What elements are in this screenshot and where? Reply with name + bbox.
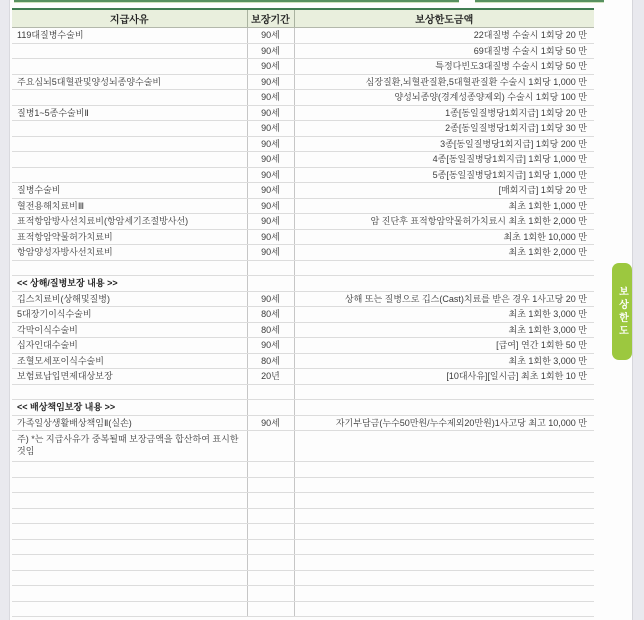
cell-limit-amount: 양성뇌종양(경계성종양제외) 수술시 1회당 100 만	[294, 90, 594, 106]
cell-payment-reason	[12, 555, 247, 571]
table-row-data	[12, 291, 594, 307]
cell-payment-reason	[12, 462, 247, 478]
cell-payment-reason: 표적항암방사선치료비(항암세기조절방사선)	[12, 214, 247, 230]
table-row-data	[12, 74, 594, 90]
cell-payment-reason	[12, 601, 247, 617]
table-row-data	[12, 245, 594, 261]
cell-payment-reason	[12, 570, 247, 586]
cell-limit-amount: 5종[동일질병당1회지급] 1회당 1,000 만	[294, 167, 594, 183]
cell-limit-amount	[294, 508, 594, 524]
cell-coverage-period	[247, 260, 294, 276]
col-header-payment-reason: 지급사유	[12, 9, 247, 28]
cell-payment-reason: 항암양성자방사선치료비	[12, 245, 247, 261]
cell-limit-amount: 69대질병 수술시 1회당 50 만	[294, 43, 594, 59]
table-row-data	[12, 369, 594, 385]
cell-payment-reason: << 상해/질병보장 내용 >>	[12, 276, 247, 292]
cell-payment-reason: 표적항암약물허가치료비	[12, 229, 247, 245]
table-header-row	[12, 9, 594, 28]
cell-coverage-period: 20년	[247, 369, 294, 385]
cell-payment-reason: 5대장기이식수술비	[12, 307, 247, 323]
cell-limit-amount: 4종[동일질병당1회지급] 1회당 1,000 만	[294, 152, 594, 168]
cell-limit-amount: 심장질환,뇌혈관질환,5대혈관질환 수술시 1회당 1,000 만	[294, 74, 594, 90]
cell-coverage-period	[247, 539, 294, 555]
table-row-data	[12, 59, 594, 75]
table-body	[12, 28, 594, 617]
table-row-data	[12, 198, 594, 214]
cell-limit-amount	[294, 462, 594, 478]
top-partial-strip-right	[475, 0, 604, 3]
cell-limit-amount	[294, 601, 594, 617]
cell-limit-amount	[294, 431, 594, 462]
cell-coverage-period	[247, 384, 294, 400]
cell-payment-reason	[12, 493, 247, 509]
cell-coverage-period	[247, 601, 294, 617]
cell-limit-amount: 최초 1회한 2,000 만	[294, 245, 594, 261]
table-row-empty	[12, 601, 594, 617]
table-row-empty	[12, 539, 594, 555]
cell-coverage-period: 90세	[247, 291, 294, 307]
cell-coverage-period	[247, 462, 294, 478]
cell-coverage-period: 80세	[247, 353, 294, 369]
cell-payment-reason	[12, 136, 247, 152]
cell-coverage-period	[247, 570, 294, 586]
cell-limit-amount: 최초 1회한 1,000 만	[294, 198, 594, 214]
cell-coverage-period: 90세	[247, 198, 294, 214]
cell-payment-reason: 보험료납입면제대상보장	[12, 369, 247, 385]
cell-coverage-period: 90세	[247, 121, 294, 137]
cell-coverage-period: 90세	[247, 229, 294, 245]
table-row-empty	[12, 586, 594, 602]
cell-coverage-period: 90세	[247, 338, 294, 354]
cell-limit-amount: 22대질병 수술시 1회당 20 만	[294, 28, 594, 44]
cell-limit-amount: 암 진단후 표적항암약물허가치료시 최초 1회한 2,000 만	[294, 214, 594, 230]
cell-limit-amount: [매회지급] 1회당 20 만	[294, 183, 594, 199]
cell-payment-reason	[12, 508, 247, 524]
cell-coverage-period: 80세	[247, 307, 294, 323]
cell-limit-amount: 3종[동일질병당1회지급] 1회당 200 만	[294, 136, 594, 152]
cell-payment-reason: 각막이식수술비	[12, 322, 247, 338]
cell-coverage-period: 90세	[247, 136, 294, 152]
table-row-empty	[12, 524, 594, 540]
table-row-data	[12, 105, 594, 121]
cell-coverage-period	[247, 400, 294, 416]
table-row-note	[12, 431, 594, 462]
cell-limit-amount: 1종[동일질병당1회지급] 1회당 20 만	[294, 105, 594, 121]
cell-payment-reason: 주요심뇌5대혈관및양성뇌종양수술비	[12, 74, 247, 90]
cell-limit-amount	[294, 276, 594, 292]
table-row-data	[12, 338, 594, 354]
table-row-empty	[12, 462, 594, 478]
cell-payment-reason	[12, 121, 247, 137]
cell-payment-reason: 십자인대수술비	[12, 338, 247, 354]
cell-limit-amount	[294, 586, 594, 602]
cell-payment-reason	[12, 152, 247, 168]
table-row-empty	[12, 570, 594, 586]
table-row-empty	[12, 555, 594, 571]
cell-coverage-period: 90세	[247, 43, 294, 59]
right-gutter[interactable]	[632, 0, 644, 620]
cell-coverage-period: 90세	[247, 245, 294, 261]
cell-limit-amount: [10대사유][일시금] 최초 1회한 10 만	[294, 369, 594, 385]
coverage-table	[12, 8, 594, 617]
cell-coverage-period: 90세	[247, 28, 294, 44]
table-row-empty	[12, 260, 594, 276]
cell-coverage-period	[247, 431, 294, 462]
tab-compensation-limit[interactable]	[612, 263, 632, 360]
top-partial-strip-left	[14, 0, 459, 3]
cell-payment-reason	[12, 59, 247, 75]
cell-limit-amount: 최초 1회한 3,000 만	[294, 307, 594, 323]
cell-payment-reason	[12, 477, 247, 493]
table-row-empty	[12, 493, 594, 509]
cell-limit-amount	[294, 524, 594, 540]
cell-limit-amount	[294, 570, 594, 586]
cell-payment-reason	[12, 524, 247, 540]
cell-coverage-period: 90세	[247, 214, 294, 230]
table-row-data	[12, 28, 594, 44]
cell-payment-reason	[12, 167, 247, 183]
cell-coverage-period: 90세	[247, 167, 294, 183]
cell-limit-amount	[294, 260, 594, 276]
cell-coverage-period: 90세	[247, 415, 294, 431]
table-row-data	[12, 43, 594, 59]
table-row-data	[12, 415, 594, 431]
cell-payment-reason: 조혈모세포이식수술비	[12, 353, 247, 369]
cell-coverage-period: 90세	[247, 152, 294, 168]
table-row-data	[12, 152, 594, 168]
cell-coverage-period: 80세	[247, 322, 294, 338]
table-row-data	[12, 167, 594, 183]
table-row-data	[12, 121, 594, 137]
cell-limit-amount: 2종[동일질병당1회지급] 1회당 30 만	[294, 121, 594, 137]
cell-limit-amount: 최초 1회한 3,000 만	[294, 353, 594, 369]
cell-limit-amount: 상해 또는 질병으로 깁스(Cast)치료를 받은 경우 1사고당 20 만	[294, 291, 594, 307]
cell-limit-amount	[294, 539, 594, 555]
table-row-data	[12, 229, 594, 245]
col-header-coverage-period: 보장기간	[247, 9, 294, 28]
cell-coverage-period	[247, 508, 294, 524]
left-gutter	[0, 0, 10, 620]
tab-compensation-limit-label: 보상한도	[616, 285, 628, 338]
cell-payment-reason	[12, 90, 247, 106]
table-row-data	[12, 214, 594, 230]
cell-coverage-period: 90세	[247, 59, 294, 75]
table-row-section	[12, 276, 594, 292]
cell-limit-amount	[294, 384, 594, 400]
cell-payment-reason: 주) *는 지급사유가 중복될때 보장금액을 합산하여 표시한 것임	[12, 431, 247, 462]
cell-payment-reason	[12, 539, 247, 555]
cell-coverage-period	[247, 493, 294, 509]
cell-limit-amount: 특정다빈도3대질병 수술시 1회당 50 만	[294, 59, 594, 75]
cell-coverage-period	[247, 555, 294, 571]
cell-limit-amount: 최초 1회한 3,000 만	[294, 322, 594, 338]
cell-coverage-period	[247, 586, 294, 602]
table-row-data	[12, 322, 594, 338]
cell-limit-amount: 최초 1회한 10,000 만	[294, 229, 594, 245]
cell-coverage-period	[247, 477, 294, 493]
col-header-compensation-limit: 보상한도금액	[294, 9, 594, 28]
cell-limit-amount: 자기부담금(누수50만원/누수제외20만원)1사고당 최고 10,000 만	[294, 415, 594, 431]
cell-payment-reason: 가족일상생활배상책임Ⅱ(실손)	[12, 415, 247, 431]
cell-payment-reason: 질병수술비	[12, 183, 247, 199]
table-row-data	[12, 136, 594, 152]
table-row-empty	[12, 477, 594, 493]
cell-coverage-period	[247, 524, 294, 540]
cell-coverage-period: 90세	[247, 74, 294, 90]
cell-payment-reason	[12, 43, 247, 59]
cell-payment-reason: 질병1~5종수술비Ⅱ	[12, 105, 247, 121]
table-row-data	[12, 307, 594, 323]
cell-payment-reason	[12, 260, 247, 276]
cell-payment-reason: << 배상책임보장 내용 >>	[12, 400, 247, 416]
cell-payment-reason: 깁스치료비(상해및질병)	[12, 291, 247, 307]
cell-coverage-period: 90세	[247, 90, 294, 106]
table-row-empty	[12, 384, 594, 400]
cell-payment-reason: 혈전용해치료비Ⅲ	[12, 198, 247, 214]
cell-coverage-period: 90세	[247, 105, 294, 121]
cell-coverage-period	[247, 276, 294, 292]
table-row-section	[12, 400, 594, 416]
cell-payment-reason	[12, 384, 247, 400]
table-row-data	[12, 90, 594, 106]
cell-limit-amount	[294, 477, 594, 493]
cell-coverage-period: 90세	[247, 183, 294, 199]
cell-limit-amount	[294, 400, 594, 416]
cell-limit-amount	[294, 555, 594, 571]
cell-payment-reason	[12, 586, 247, 602]
table-row-empty	[12, 508, 594, 524]
cell-payment-reason: 119대질병수술비	[12, 28, 247, 44]
table-row-data	[12, 353, 594, 369]
cell-limit-amount	[294, 493, 594, 509]
cell-limit-amount: [급여] 연간 1회한 50 만	[294, 338, 594, 354]
table-row-data	[12, 183, 594, 199]
